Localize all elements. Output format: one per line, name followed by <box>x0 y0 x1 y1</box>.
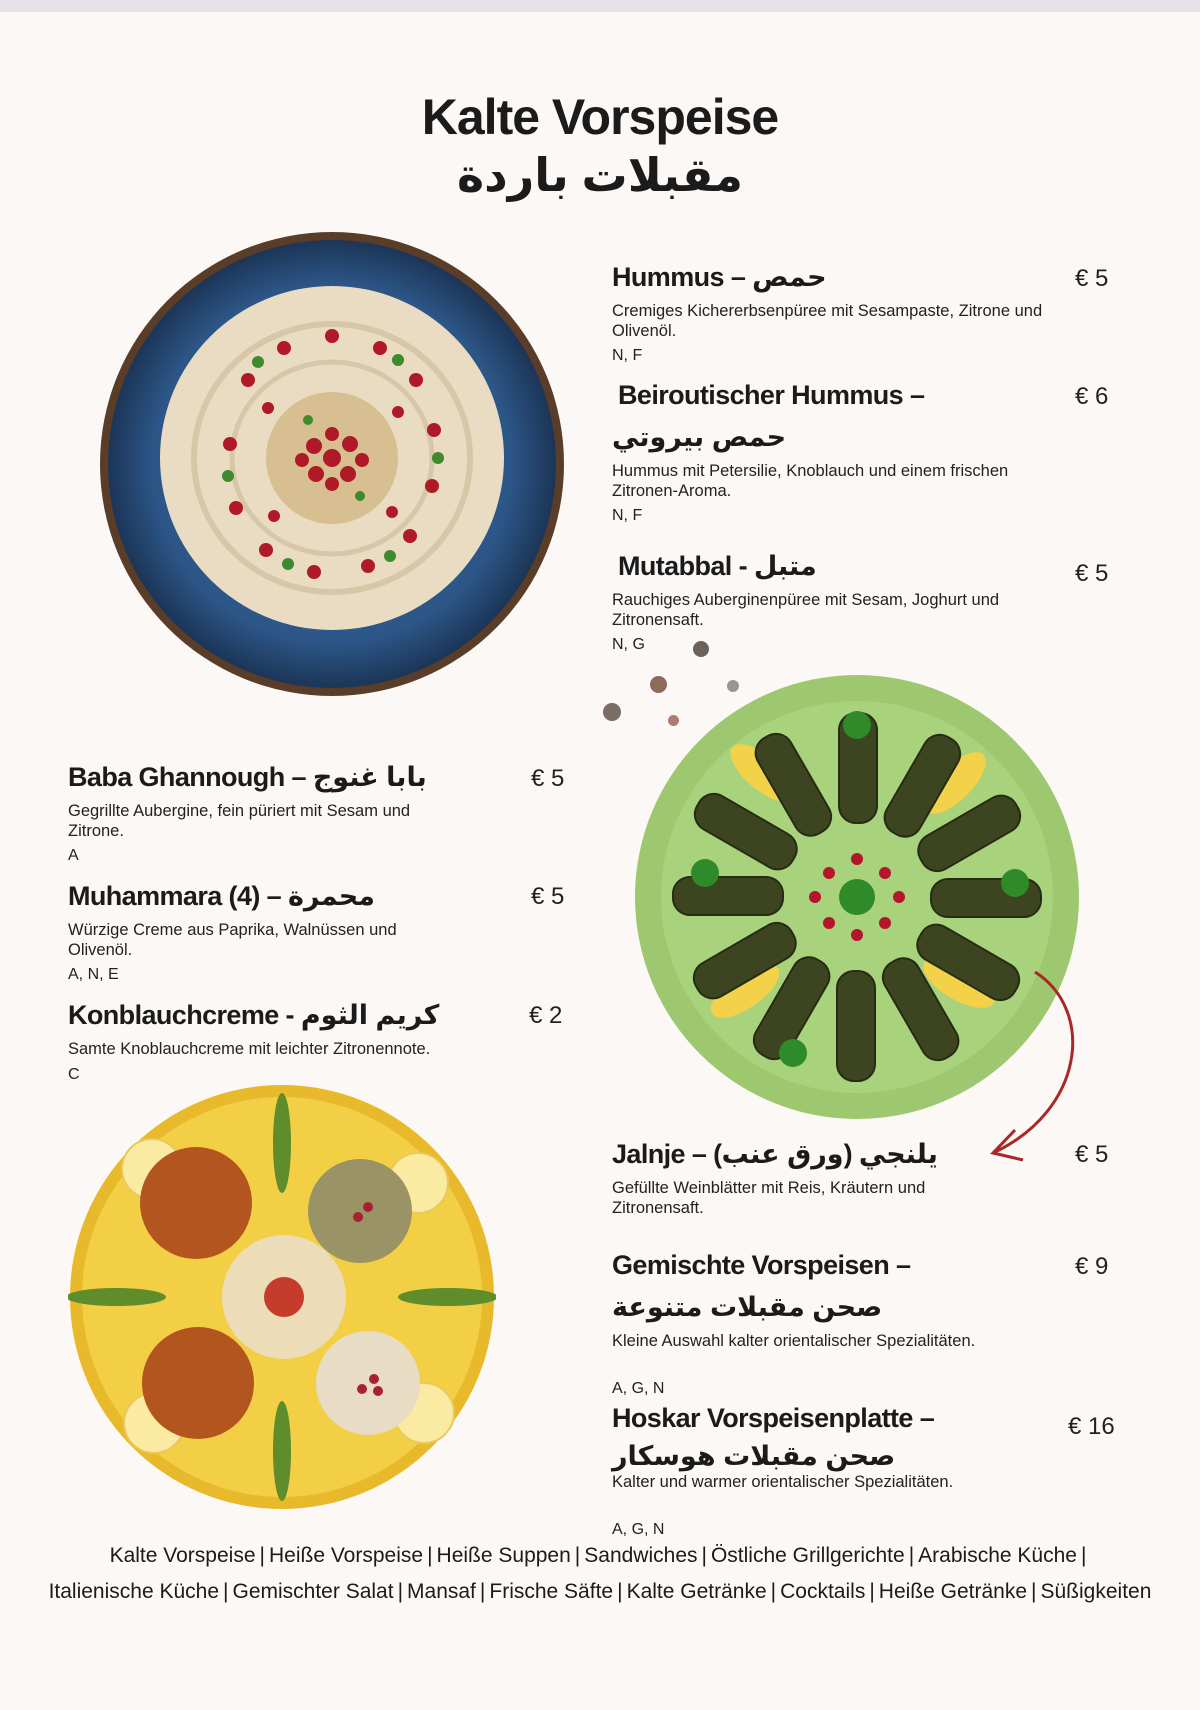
menu-item-baba-ghannough <box>68 760 468 865</box>
menu-item-allergens: A <box>68 847 79 864</box>
nav-link-cocktails[interactable]: Cocktails <box>780 1580 866 1603</box>
nav-link-kalte-vorspeise[interactable]: Kalte Vorspeise <box>109 1544 256 1567</box>
menu-item-name: Mutabbal - متبل <box>618 551 817 581</box>
menu-item-name: Konblauchcreme - كريم الثوم <box>68 1000 440 1030</box>
menu-item-hummus <box>612 260 1052 365</box>
nav-link-heisse-suppen[interactable]: Heiße Suppen <box>436 1544 571 1567</box>
category-nav-row-1: Kalte Vorspeise | Heiße Vorspeise | Heiße Suppen | Sandwiches | Östliche Grillgerichte | Arabische Küche | <box>109 1544 1087 1567</box>
nav-link-mansaf[interactable]: Mansaf <box>407 1580 476 1603</box>
menu-item-description: Gegrillte Aubergine, fein püriert mit Sesam und Zitrone. <box>68 802 411 840</box>
menu-item-allergens: A, G, N <box>612 1379 665 1397</box>
mixed-mezze-image <box>68 1083 496 1511</box>
menu-item-name: Hummus – حمص <box>612 262 827 292</box>
nav-link-suessigkeiten[interactable]: Süßigkeiten <box>1040 1580 1152 1603</box>
menu-item-price: € 5 <box>531 765 565 792</box>
spice-decoration <box>727 680 739 692</box>
nav-link-oestliche-grillgerichte[interactable]: Östliche Grillgerichte <box>710 1544 905 1567</box>
nav-link-heisse-vorspeise[interactable]: Heiße Vorspeise <box>268 1544 424 1567</box>
hummus-plate-image <box>98 230 566 698</box>
menu-item-price: € 5 <box>531 883 565 910</box>
menu-item-gemischte-vorspeisen <box>612 1248 1052 1398</box>
menu-item-name: Beiroutischer Hummus – <box>618 380 925 410</box>
menu-item-description: Kleine Auswahl kalter orientalischer Spezialitäten. <box>612 1332 976 1350</box>
menu-item-jalnje <box>612 1137 1012 1218</box>
page-title-arabic: مقبلات باردة <box>456 149 744 201</box>
top-bar <box>0 0 1200 12</box>
menu-item-knoblauchcreme <box>68 998 508 1084</box>
menu-item-description: Würzige Creme aus Paprika, Walnüssen und Olivenöl. <box>68 921 397 959</box>
spice-decoration <box>603 703 621 721</box>
menu-item-description: Hummus mit Petersilie, Knoblauch und einem frischen Zitronen-Aroma. <box>612 462 1009 500</box>
menu-item-muhammara <box>68 879 398 984</box>
menu-item-name: Hoskar Vorspeisenplatte – <box>612 1403 935 1433</box>
menu-item-allergens: N, F <box>612 347 643 364</box>
category-nav-row-2: Italienische Küche | Gemischter Salat | Mansaf | Frische Säfte | Kalte Getränke | Cocktails | Heiße Getränke | Süßigkeiten <box>48 1580 1152 1603</box>
menu-item-allergens: C <box>68 1065 80 1083</box>
nav-link-arabische-kueche[interactable]: Arabische Küche <box>918 1544 1077 1567</box>
menu-item-beiroutischer-hummus <box>612 378 1052 525</box>
menu-item-name-arabic: صحن مقبلات هوسكار <box>612 1441 896 1471</box>
menu-item-name: Baba Ghannough – بابا غنوج <box>68 762 427 792</box>
menu-item-price: € 5 <box>1075 265 1109 292</box>
menu-item-allergens: N, F <box>612 507 643 524</box>
menu-item-price: € 6 <box>1075 383 1109 410</box>
spice-decoration <box>668 715 679 726</box>
menu-item-hoskar-vorspeisenplatte <box>612 1401 1052 1539</box>
menu-item-name: Jalnje – (ورق عنب) يلنجي <box>612 1139 938 1169</box>
nav-link-heisse-getraenke[interactable]: Heiße Getränke <box>878 1580 1028 1603</box>
menu-item-name-arabic: صحن مقبلات متنوعة <box>612 1292 883 1322</box>
nav-link-kalte-getraenke[interactable]: Kalte Getränke <box>626 1580 767 1603</box>
menu-item-mutabbal <box>612 549 1052 654</box>
nav-link-italienische-kueche[interactable]: Italienische Küche <box>48 1580 220 1603</box>
nav-link-gemischter-salat[interactable]: Gemischter Salat <box>232 1580 394 1603</box>
spice-decoration <box>650 676 667 693</box>
nav-link-frische-saefte[interactable]: Frische Säfte <box>489 1580 614 1603</box>
menu-item-name-arabic: حمص بيروتي <box>612 422 787 452</box>
menu-item-allergens: A, G, N <box>612 1520 665 1538</box>
menu-item-price: € 16 <box>1068 1413 1115 1440</box>
menu-item-name: Gemischte Vorspeisen – <box>612 1250 911 1280</box>
menu-item-price: € 5 <box>1075 560 1109 587</box>
page-title: Kalte Vorspeise <box>421 89 779 145</box>
menu-item-allergens: N, G <box>612 636 645 653</box>
menu-item-description: Gefüllte Weinblätter mit Reis, Kräutern und Zitronensaft. <box>612 1179 926 1217</box>
menu-item-price: € 2 <box>529 1002 563 1029</box>
menu-item-name: Muhammara (4) – محمرة <box>68 881 375 911</box>
menu-item-description: Kalter und warmer orientalischer Spezialitäten. <box>612 1473 954 1491</box>
menu-item-price: € 5 <box>1075 1141 1109 1168</box>
menu-item-description: Samte Knoblauchcreme mit leichter Zitronennote. <box>68 1040 431 1058</box>
menu-item-allergens: A, N, E <box>68 966 119 983</box>
menu-item-description: Cremiges Kichererbsenpüree mit Sesampaste, Zitrone und Olivenöl. <box>612 302 1043 340</box>
menu-item-description: Rauchiges Auberginenpüree mit Sesam, Joghurt und Zitronensaft. <box>612 591 1000 629</box>
menu-item-price: € 9 <box>1075 1253 1109 1280</box>
nav-link-sandwiches[interactable]: Sandwiches <box>584 1544 698 1567</box>
